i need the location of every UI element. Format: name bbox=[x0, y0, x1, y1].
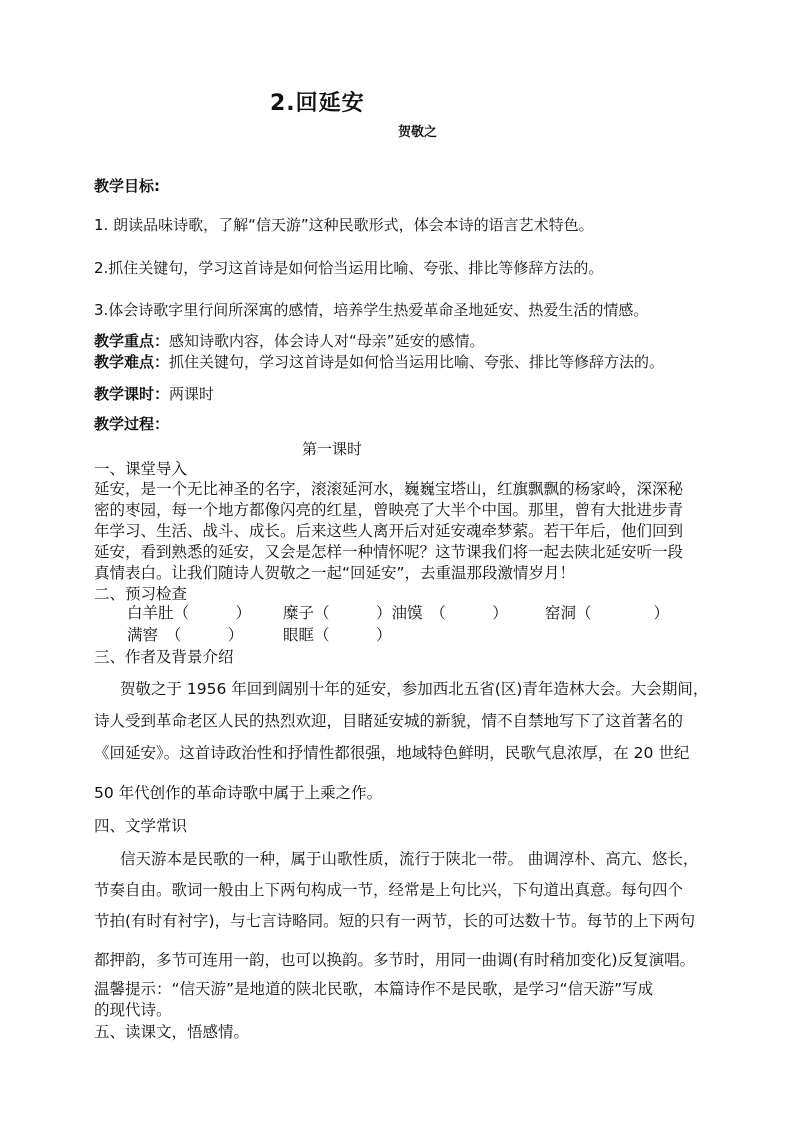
section4-line: 节奏自由。歌词一般由上下两句构成一节，经常是上句比兴，下句道出真意。每句四个 bbox=[94, 881, 684, 899]
class-hours-text: 两课时 bbox=[169, 385, 215, 403]
preview-item: 眼眶（ ） bbox=[283, 626, 392, 644]
section4-line: 都押韵，多节可连用一韵，也可以换韵。多节时，用同一曲调(有时稍加变化)反复演唱。 bbox=[94, 951, 696, 969]
preview-item: 糜子（ ）油馍 （ ） bbox=[283, 604, 508, 622]
section2-heading: 二、预习检查 bbox=[94, 585, 188, 603]
author-name: 贺敬之 bbox=[398, 125, 438, 140]
objective-item: 3.体会诗歌字里行间所深寓的感情，培养学生热爱革命圣地延安、热爱生活的情感。 bbox=[94, 301, 649, 319]
key-points-text: 感知诗歌内容，体会诗人对“母亲”延安的感情。 bbox=[169, 332, 485, 350]
objective-item: 2.抓住关键句，学习这首诗是如何恰当运用比喻、夸张、排比等修辞方法的。 bbox=[94, 259, 604, 277]
section3-line: 贺敬之于 1956 年回到阔别十年的延安，参加西北五省(区)青年造林大会。大会期间， bbox=[120, 680, 709, 698]
objective-item: 1. 朗读品味诗歌，了解“信天游”这种民歌形式，体会本诗的语言艺术特色。 bbox=[94, 216, 594, 234]
section5-heading: 五、读课文，悟感情。 bbox=[94, 1023, 250, 1041]
objectives-heading: 教学目标: bbox=[94, 177, 160, 195]
section1-line: 真情表白。让我们随诗人贺敬之一起“回延安”，去重温那段激情岁月！ bbox=[94, 564, 576, 582]
section3-heading: 三、作者及背景介绍 bbox=[94, 648, 234, 666]
process-heading: 教学过程： bbox=[94, 415, 170, 433]
preview-item: 满窖 （ ） bbox=[127, 626, 244, 644]
section4-heading: 四、文学常识 bbox=[94, 817, 188, 835]
difficult-points bbox=[94, 351, 664, 372]
preview-item: 窑洞（ ） bbox=[545, 604, 670, 622]
tip-line: 的现代诗。 bbox=[94, 1001, 172, 1019]
class-hours-label: 教学课时： bbox=[94, 385, 170, 403]
section1-line: 延安，看到熟悉的延安，又会是怎样一种情怀呢？这节课我们将一起去陕北延安听一段 bbox=[94, 543, 684, 561]
section4-line: 信天游本是民歌的一种，属于山歌性质，流行于陕北一带。 曲调淳朴、高亢、悠长， bbox=[120, 850, 699, 868]
section4-line: 节拍(有时有衬字)，与七言诗略同。短的只有一两节，长的可达数十节。每节的上下两句 bbox=[94, 912, 696, 930]
key-points-label: 教学重点： bbox=[94, 332, 170, 350]
preview-item: 白羊肚（ ） bbox=[127, 604, 252, 622]
section3-line: 诗人受到革命老区人民的热烈欢迎，目睹延安城的新貌，情不自禁地写下了这首著名的 bbox=[94, 712, 684, 730]
page-title: 2.回延安 bbox=[270, 91, 365, 116]
key-points bbox=[94, 330, 485, 351]
section3-line: 50 年代创作的革命诗歌中属于上乘之作。 bbox=[94, 784, 383, 802]
section1-line: 年学习、生活、战斗、成长。后来这些人离开后对延安魂牵梦萦。若干年后，他们回到 bbox=[94, 522, 684, 540]
class-hours bbox=[94, 383, 214, 404]
section3-line: 《回延安》。这首诗政治性和抒情性都很强，地域特色鲜明，民歌气息浓厚，在 20 世纪 bbox=[94, 744, 690, 762]
tip-line: 温馨提示：“信天游”是地道的陕北民歌，本篇诗作不是民歌，是学习“信天游”写成 bbox=[94, 980, 654, 998]
section1-heading: 一、课堂导入 bbox=[94, 460, 188, 478]
difficult-points-text: 抓住关键句，学习这首诗是如何恰当运用比喻、夸张、排比等修辞方法的。 bbox=[169, 353, 665, 371]
section1-line: 延安，是一个无比神圣的名字，滚滚延河水，巍巍宝塔山，红旗飘飘的杨家岭，深深秘 bbox=[94, 480, 684, 498]
difficult-points-label: 教学难点： bbox=[94, 353, 170, 371]
lesson-title: 第一课时 bbox=[302, 440, 363, 458]
section1-line: 密的枣园，每一个地方都像闪亮的红星，曾映亮了大半个中国。那里，曾有大批进步青 bbox=[94, 501, 684, 519]
